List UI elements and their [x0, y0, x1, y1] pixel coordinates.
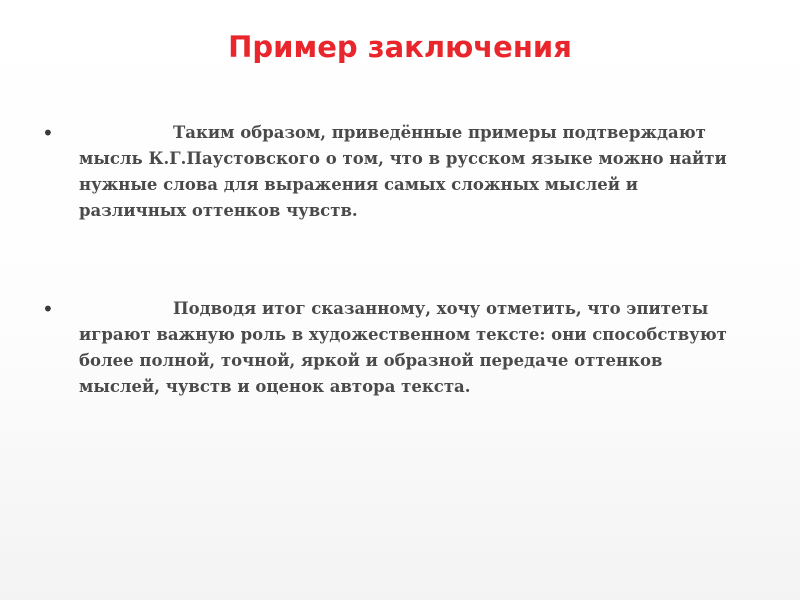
bullet-marker: •: [42, 297, 54, 321]
bullet-text: Подводя итог сказанному, хочу отметить, что эпитеты играют важную роль в художественном тексте: они способствуют более полной, точной, яркой и образной передаче оттенков мыслей, чувств и оценок автора текста.: [79, 299, 727, 396]
bullet-text: Таким образом, приведённые примеры подтверждают мысль К.Г.Паустовского о том, что в русском языке можно найти нужные слова для выражения самых сложных мыслей и различных оттенков чувств.: [79, 123, 727, 220]
slide-title: Пример заключения: [228, 30, 572, 64]
bullet-marker: •: [42, 121, 54, 145]
